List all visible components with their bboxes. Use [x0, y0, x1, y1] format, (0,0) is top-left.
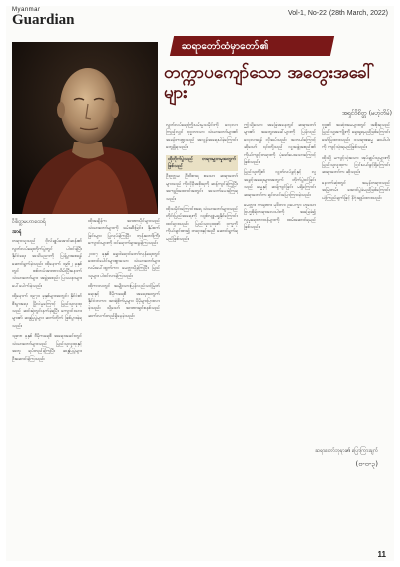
masthead: [8, 6, 392, 26]
body-column-5: [322, 122, 390, 444]
body-paragraph: နောက်ဆုံးတွင် အမှန်တရားသည် အမြဲတမ်း အောင်ပွဲခံမည်ဖြစ်ကြောင်း ယုံကြည်ချက်ဖြင့် နိဂုံးချုပ်ထားသည်။: [322, 180, 390, 201]
body-column-2: [88, 218, 160, 550]
article-signoff: ဆရာတော်ဘုရား၏ ပြောကြားချက်: [315, 448, 378, 454]
portrait-illustration: [12, 42, 158, 214]
section-banner-text: ဆရာတော်ထံမှာတော်၏: [181, 41, 269, 52]
article-byline: အရှင်ဝိစိတ္တ (မဟဲ့တိမ်): [341, 110, 392, 118]
newspaper-page: [6, 6, 394, 561]
body-paragraph: ဗုဒ္ဓ၏ အဆုံးအမများတွင် အစိုးရသည် ပြည်သူ့အကျိုးကို ရှေးရှုရမည်ဖြစ်ကြောင်း ဖော်ပြထားသည်။ ဒသရာဇဓမ္မ ဆယ်ပါးကို ကျင့်သုံးရမည်ဖြစ်သည်။: [322, 123, 390, 151]
article-headline: တက္ကာပကျော်သော အတွေးအခေါ်များ: [164, 63, 375, 103]
handwritten-signature: (ဗ-ဗ-၃): [355, 460, 378, 468]
publication-logo: [12, 7, 75, 28]
body-paragraph: ဦးဥတ္တမ၊ ဦးဝိစာရ စသော ဆရာတော်များသည် ကိုလိုနီအစိုးရကို ဆန့်ကျင်ခဲ့ကြပြီး အကျဉ်းထောင်အတွင်း အသက်ပေးခဲ့ကြရသည်။: [166, 174, 238, 202]
body-paragraph: လွတ်လပ်ရေးကြိုးပမ်းမှုသမိုင်းကို လေ့လာကြည့်လျှင် ဗုဒ္ဓဘာသာ သံဃာတော်များ၏ အခန်းကဏ္ဍသည် အလွန်အရေးပါခဲ့ကြောင်း တွေ့ရှိရသည်။: [166, 123, 238, 151]
pull-quote: ထိုတိုက်ပွဲသည် တရားမျှတမှုအတွက် ဖြစ်သည်: [166, 155, 238, 172]
body-column-4: [244, 122, 316, 550]
body-paragraph: တရားသူသည် ဗိုလ်ချုပ်အောင်ဆန်း၏ လွတ်လပ်ရေးတိုက်ပွဲတွင် ပါဝင်ခဲ့ပြီး နိုင်ငံရေး အသိပညာကို ပြန့်ပွားစေရန် ဆောင်ရွက်ခဲ့သည်။ ထိုနောက် ၁၉၆၂ ခုနှစ်တွင် စစ်တပ်အာဏာသိမ်းပြီးနောက် သံဃာတော်များ အဖွဲ့အစည်း ပြဿနာများ ပေါ်ပေါက်ခဲ့သည်။: [12, 239, 82, 289]
monk-portrait-photo: [12, 42, 158, 214]
issue-info: Vol-1, No-22 (28th March, 2022): [288, 10, 388, 17]
body-paragraph: ၂၀၀၇ ခုနှစ် ရွှေဝါရောင်တော်လှန်ရေးတွင် ထောင်ပေါင်းများစွာသော သံဃာတော်များ လမ်းပေါ်ထွက်ကာ မေတ္တာပို့ခဲ့ကြပြီး ပြည်သူများ ပါဝင်လာခဲ့ကြသည်။: [88, 251, 160, 279]
body-paragraph: ထိုအချိန်က အာဏာပိုင်များသည် သံဃာတော်များကို ဖမ်းဆီးခြင်း၊ နှိပ်စက်ခြင်းများ ပြုလုပ်ခဲ့ကြပြီး ဘုန်းတော်ကြီးကျောင်းများကို ဝင်ရောက်ရှာဖွေခဲ့ကြသည်။: [88, 219, 160, 247]
photo-caption: ဝိစိတ္တမဟာထေရ်: [12, 219, 46, 225]
body-subhead: အာရုံ: [12, 229, 22, 235]
body-paragraph: ထိုကာလတွင် အမျိုးသားပြန်လည်သင့်မြတ်ရေးနှင့် ဒီမိုကရေစီ အရေးအတွက် နိုင်ငံတကာ အာရုံစိုက်မှုများ ပိုမိုများပြားလာခဲ့သည်။ သို့သော် အာဏာရှင်စနစ်သည် ဆက်လက်တည်ရှိနေခဲ့သည်။: [88, 284, 160, 319]
body-paragraph: ဤသို့သော အခြေအနေတွင် ဆရာတော်များ၏ အတွေးအခေါ်များကို ပြန်လည်လေ့လာရန် လိုအပ်သည်။ အဘယ်ကြောင့်ဆိုသော် ၎င်းတို့သည် လူ့အဖွဲ့အစည်း၏ ကိုယ်ကျင့်တရားကို ပုံဖော်ပေးသောကြောင့် ဖြစ်သည်။: [244, 123, 316, 166]
body-column-1: [12, 228, 82, 550]
section-banner: [170, 36, 334, 56]
headline-block: [164, 36, 392, 118]
body-column-3: [166, 122, 238, 550]
body-paragraph: ထိုသို့ မကျင့်သုံးသော အုပ်ချုပ်သူများကို ပြည်သူလူထုက ငြင်းပယ်ခွင့်ရှိကြောင်း ဆရာတော်က ဆိုသည်။: [322, 155, 390, 176]
body-paragraph: ပြည်သူတို့၏ လွတ်လပ်ခွင့်နှင့် လူ့အခွင့်အရေးများအတွက် တိုက်ပွဲဝင်ခြင်းသည် ဓမ္မနှင့် ဆန့်ကျင်ခြင်း မရှိကြောင်း ဆရာတော်က ရှင်းလင်းပြောကြားခဲ့သည်။: [244, 170, 316, 198]
body-paragraph: ထို့နောက် ၁၉၇၀ ခုနှစ်များအတွင်း နိုင်ငံ၏ စီးပွားရေး ပြိုလဲမှုကြောင့် ပြည်သူလူထုသည် ဆင်းရဲတွင်းနက်ခဲ့ရပြီး ကျောင်းသားများ၏ ဆန္ဒပြပွဲများ ဆက်တိုက် ဖြစ်ပွားခဲ့ရသည်။: [12, 294, 82, 329]
logo-kicker: Myanmar: [12, 7, 41, 13]
body-paragraph: မေတ္တာ၊ ကရုဏာ၊ မုဒိတာ၊ ဥပေက္ခာ ဟူသော ဗြဟ္မစိုရ်တရားလေးပါးကို အခြေခံ၍ လူမှုရေးတာဝန်များကို ထမ်းဆောင်ရမည်ဖြစ်သည်။: [244, 203, 316, 231]
body-paragraph: ထိုသမိုင်းကြောင်းအရ သံဃာတော်များသည် တိုင်းပြည်အရေးကို လျစ်လျူမရှုနိုင်ကြောင်း ထင်ရှားသည်။ ပြည်သူလူထု၏ ဒုက္ခကို ကိုယ်ချင်းစာ၍ တရားနှင့်အညီ ဆောင်ရွက်ရမည်ဖြစ်သည်။: [166, 207, 238, 242]
logo-name: Guardian: [12, 12, 75, 28]
page-number: 11: [377, 550, 386, 559]
body-paragraph: ၁၉၈၈ ခုနှစ် ဒီမိုကရေစီ အရေးအခင်းတွင် သံဃာတော်များသည် ပြည်သူလူထုနှင့်အတူ ရပ်တည်ခဲ့ကြပြီး ဆန္ဒပြပွဲများ ဦးဆောင်ခဲ့ကြသည်။: [12, 334, 82, 362]
